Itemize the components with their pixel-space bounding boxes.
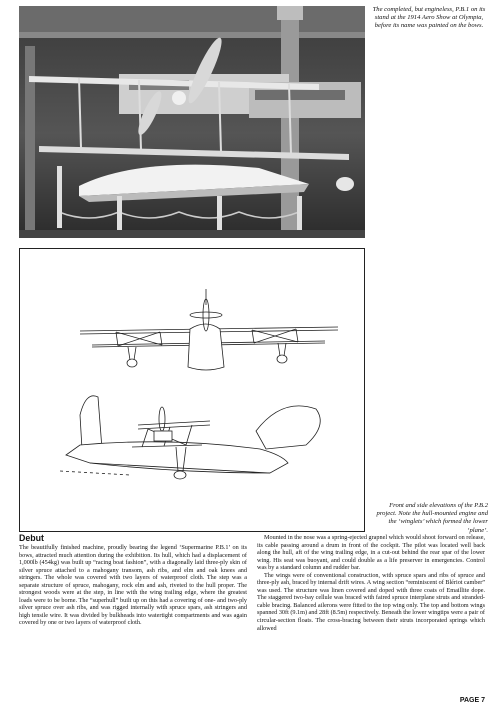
photo-illustration <box>19 6 365 238</box>
photo-aero-show <box>19 6 365 238</box>
elevations-drawing <box>19 248 365 532</box>
drawing-caption: Front and side elevations of the P.B.2 project. Note the hull-mounted engine and the ‘winglets’ which formed the lower ‘plane’. <box>376 502 488 534</box>
paragraph: The beautifully finished machine, proudly bearing the legend ‘Supermarine P.B.1’ on its bows, attracted much attention during the exhibition. Its hull, which had a displacement of 1,000lb (454kg) was built up “racing boat fashion”, with a diagonally laid three-ply skin of silver spruce attached to a mahogany transom, ash ribs, and elm and oak knees and stringers. The whole was covered with two layers of waterproof cloth. The step was a separate structure of spruce, mahogany, rock elm and ash, riveted to the hull proper. The strongest woods were at the step, in line with the wing trailing edge, where the greatest loads were to be borne. The “superhull” built up on this had a covering of one- and two-ply silver spruce over ash ribs, and was rigged internally with spruce spars, ash stringers and high tensile wire. It was divided by bulkheads into watertight compartments and was again covered by one or two layers of waterproof cloth. <box>19 544 247 627</box>
paragraph: The wings were of conventional construction, with spruce spars and ribs of spruce and three-ply ash, braced by internal drift wires. A wing section “reminiscent of Blériot camber” was used. The structure was linen covered and doped with three coats of Emaillite dope. The staggered two-bay cellule was braced with faired spruce interplane struts and stranded-cable bracing. Balanced ailerons were fitted to the top wing only. The top and bottom wings spanned 30ft (9.1m) and 28ft (8.5m) respectively. Beneath the lower wingtips were a pair of circular-section floats. The cross-bracing between their struts incorporated springs which allowed <box>257 571 485 632</box>
article-column-left <box>19 544 247 627</box>
article-column-right <box>257 534 485 632</box>
page-number: PAGE 7 <box>459 697 485 704</box>
side-elevation <box>60 396 320 479</box>
photo-caption: The completed, but engineless, P.B.1 on its stand at the 1914 Aero Show at Olympia, before its name was painted on the bows. <box>372 6 486 30</box>
front-elevation <box>80 289 338 370</box>
elevations-illustration <box>20 249 364 531</box>
paragraph: Mounted in the nose was a spring-ejected grapnel which would shoot forward on release, its cable passing around a drum in front of the cockpit. The pilot was located well back along the hull, aft of the wing trailing edge, in a cut-out behind the rear spar of the lower wing. His seat was buoyant, and could double as a life preserver in emergencies. Control was by a standard column and rudder bar. <box>257 534 485 572</box>
section-heading: Debut <box>19 533 44 543</box>
